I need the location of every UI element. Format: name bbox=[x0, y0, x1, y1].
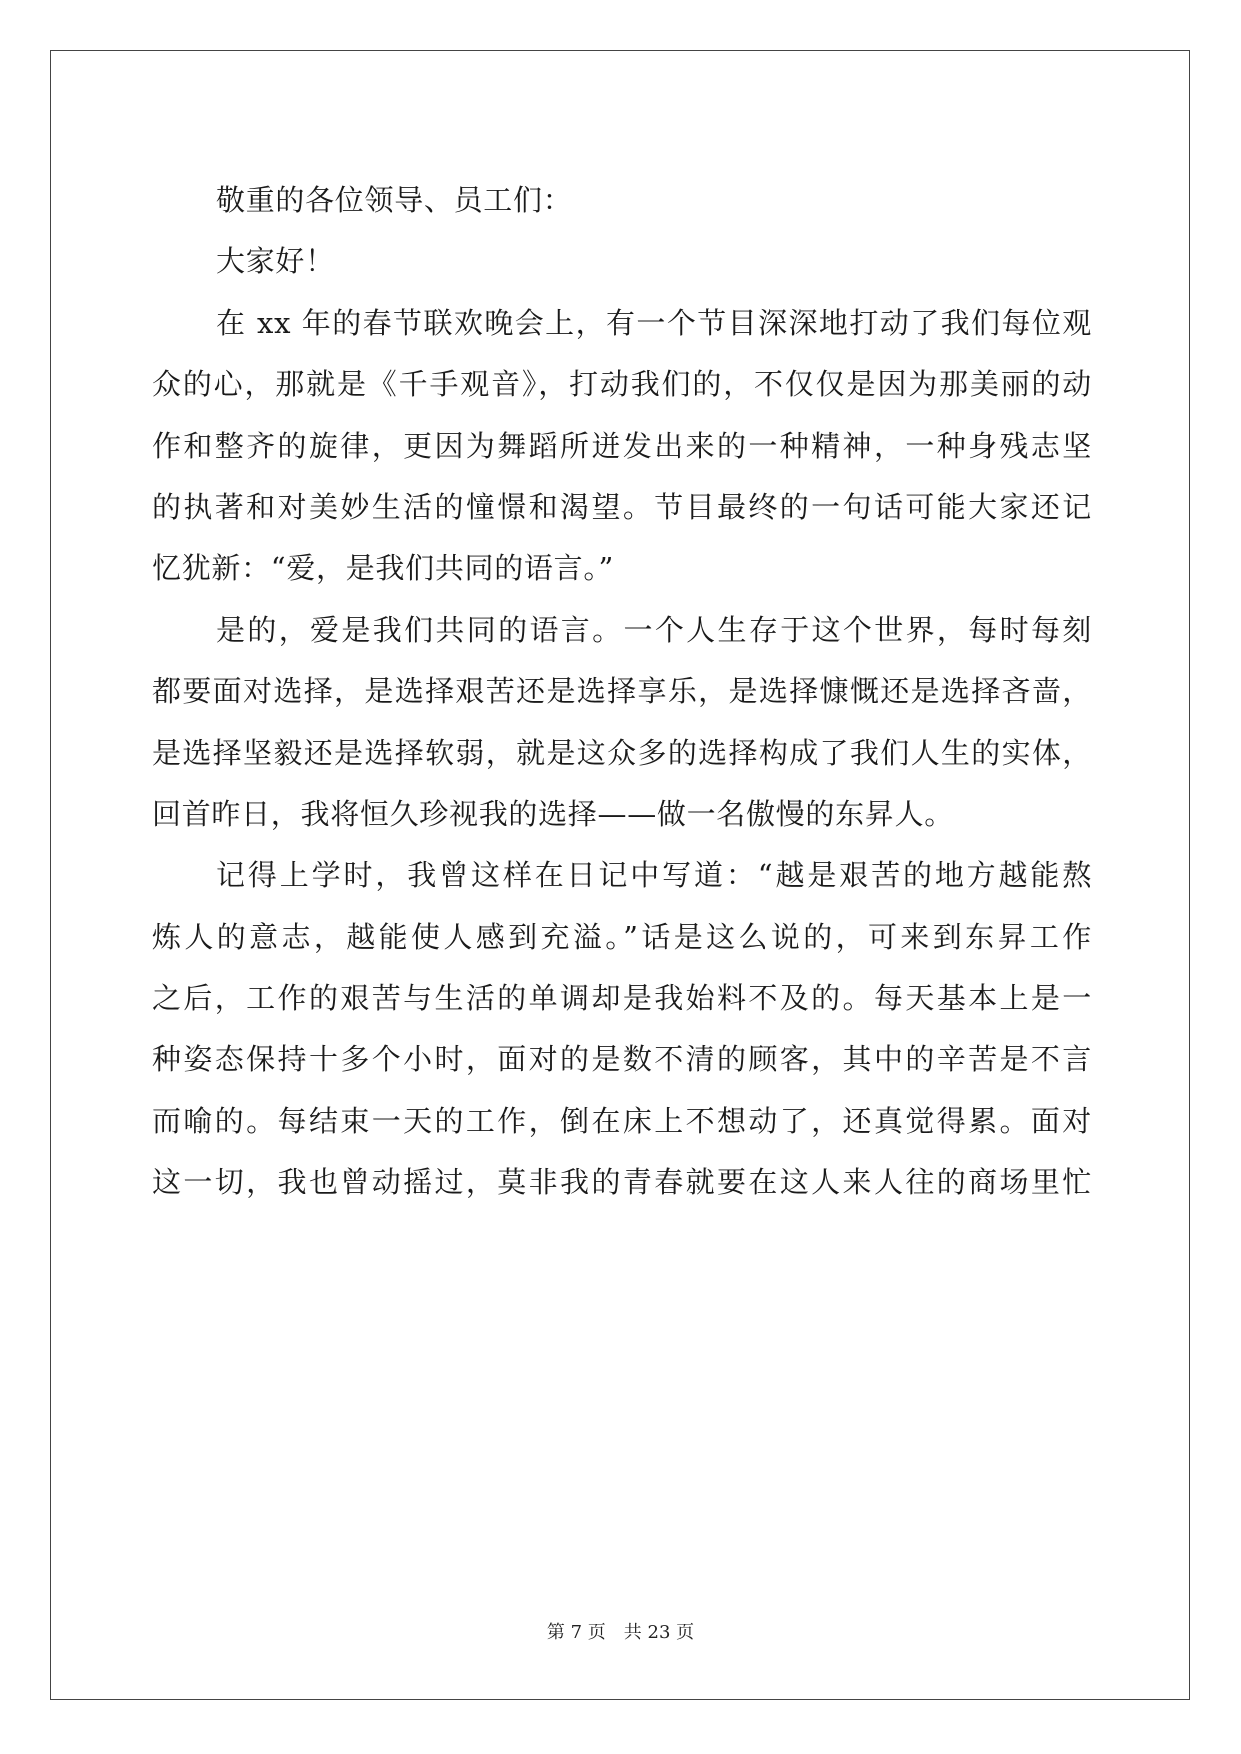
text-line: 大家好！ bbox=[216, 244, 335, 279]
text-line: 敬重的各位领导、员工们： bbox=[216, 183, 573, 217]
text-line: 记得上学时，我曾这样在日记中写道：“越是艰苦的地方越能熬 bbox=[216, 858, 1092, 893]
page-number: 第 7 页 bbox=[546, 1622, 606, 1643]
text-line: 炼人的意志，越能使人感到充溢。”话是这么说的，可来到东昇工作 bbox=[152, 919, 1092, 954]
text-line: 之后，工作的艰苦与生活的单调却是我始料不及的。每天基本上是一 bbox=[152, 981, 1092, 1016]
text-line: 众的心，那就是《千手观音》，打动我们的，不仅仅是因为那美丽的动 bbox=[152, 367, 1092, 402]
text-line: 作和整齐的旋律，更因为舞蹈所迸发出来的一种精神，一种身残志坚 bbox=[152, 428, 1092, 463]
text-line: 的执著和对美妙生活的憧憬和渴望。节目最终的一句话可能大家还记 bbox=[152, 489, 1092, 524]
page-footer bbox=[0, 1618, 1241, 1644]
text-line: 这一切，我也曾动摇过，莫非我的青春就要在这人来人往的商场里忙 bbox=[152, 1165, 1092, 1200]
text-line: 在 xx 年的春节联欢晚会上，有一个节目深深地打动了我们每位观 bbox=[216, 305, 1092, 340]
text-line: 是的，爱是我们共同的语言。一个人生存于这个世界，每时每刻 bbox=[216, 612, 1092, 647]
document-body bbox=[152, 170, 1092, 1214]
text-line: 是选择坚毅还是选择软弱，就是这众多的选择构成了我们人生的实体， bbox=[152, 735, 1092, 770]
text-line: 都要面对选择，是选择艰苦还是选择享乐，是选择慷慨还是选择吝啬， bbox=[152, 674, 1092, 709]
text-line: 而喻的。每结束一天的工作，倒在床上不想动了，还真觉得累。面对 bbox=[152, 1103, 1092, 1138]
text-line: 回首昨日，我将恒久珍视我的选择——做一名傲慢的东昇人。 bbox=[152, 796, 954, 831]
page-total: 共 23 页 bbox=[623, 1622, 695, 1643]
text-line: 种姿态保持十多个小时，面对的是数不清的顾客，其中的辛苦是不言 bbox=[152, 1042, 1092, 1077]
text-line: 忆犹新：“爱，是我们共同的语言。” bbox=[152, 551, 615, 586]
